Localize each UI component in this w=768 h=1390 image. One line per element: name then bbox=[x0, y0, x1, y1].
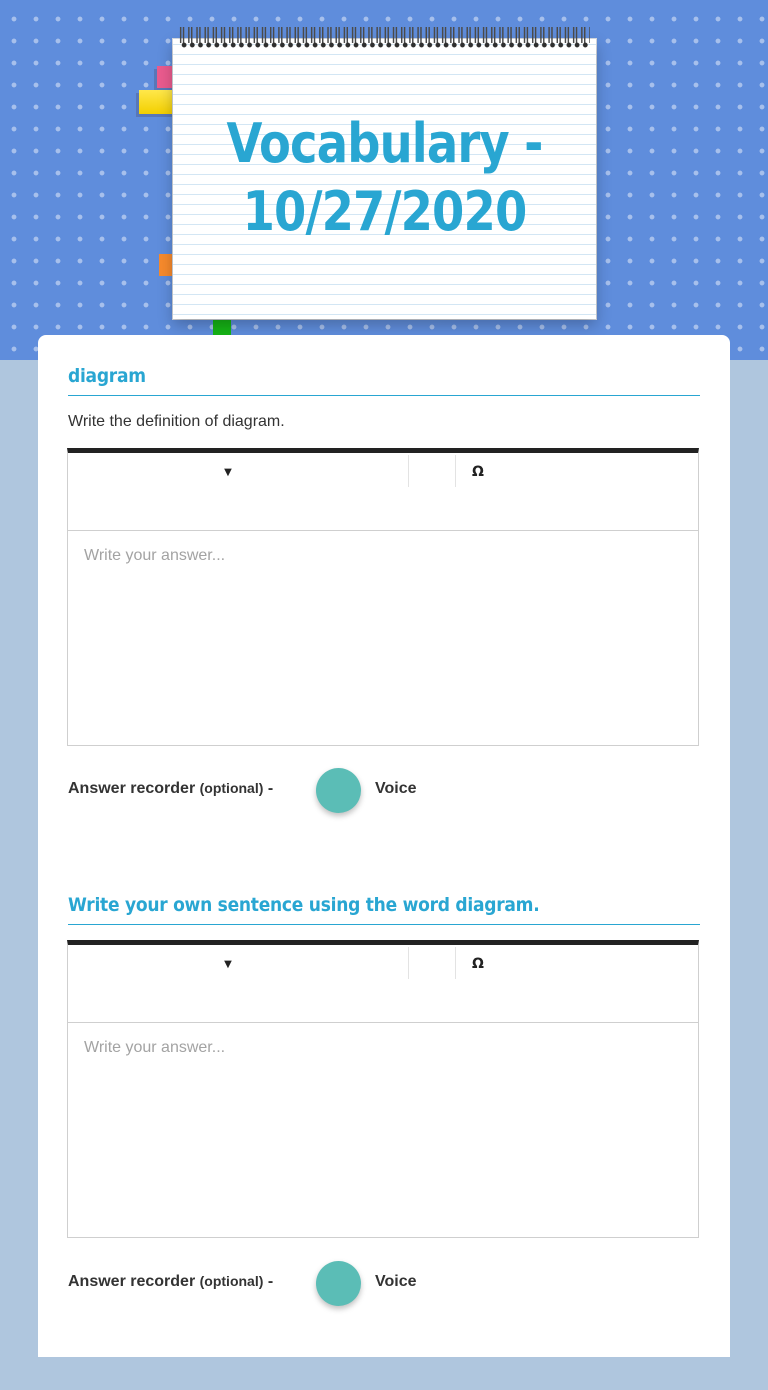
toolbar-separator bbox=[408, 947, 409, 979]
voice-label: Voice bbox=[375, 780, 417, 797]
page-title-line1: Vocabulary - bbox=[226, 112, 543, 175]
question-description: Write the definition of diagram. bbox=[68, 413, 285, 430]
optional-label: (optional) bbox=[199, 1273, 264, 1289]
answer-recorder bbox=[68, 768, 468, 814]
answer-recorder-label: Answer recorder (optional) - bbox=[68, 780, 274, 797]
special-character-button[interactable]: Ω bbox=[472, 956, 484, 972]
answer-textarea[interactable]: Write your answer... bbox=[84, 547, 226, 564]
caret-down-icon[interactable]: ▼ bbox=[224, 959, 232, 970]
toolbar-separator bbox=[408, 455, 409, 487]
record-voice-button[interactable] bbox=[316, 768, 361, 813]
question-heading: diagram bbox=[68, 365, 700, 396]
page-title bbox=[203, 110, 567, 246]
notebook-tab-green bbox=[213, 320, 231, 336]
notebook-spiral-holes bbox=[180, 40, 590, 50]
editor-toolbar bbox=[68, 945, 698, 1023]
record-voice-button[interactable] bbox=[316, 1261, 361, 1306]
answer-editor bbox=[67, 448, 699, 746]
special-character-button[interactable]: Ω bbox=[472, 464, 484, 480]
caret-down-icon[interactable]: ▼ bbox=[224, 467, 232, 478]
question-heading: Write your own sentence using the word diagram. bbox=[68, 894, 700, 925]
answer-textarea[interactable]: Write your answer... bbox=[84, 1039, 226, 1056]
notebook-tab-yellow bbox=[139, 90, 177, 114]
answer-recorder bbox=[68, 1261, 468, 1307]
optional-label: (optional) bbox=[199, 780, 264, 796]
page-title-line2: 10/27/2020 bbox=[242, 180, 527, 243]
editor-toolbar bbox=[68, 453, 698, 531]
toolbar-separator bbox=[455, 947, 456, 979]
answer-recorder-label: Answer recorder (optional) - bbox=[68, 1273, 274, 1290]
answer-editor bbox=[67, 940, 699, 1238]
worksheet-card bbox=[38, 335, 730, 1357]
voice-label: Voice bbox=[375, 1273, 417, 1290]
toolbar-separator bbox=[455, 455, 456, 487]
